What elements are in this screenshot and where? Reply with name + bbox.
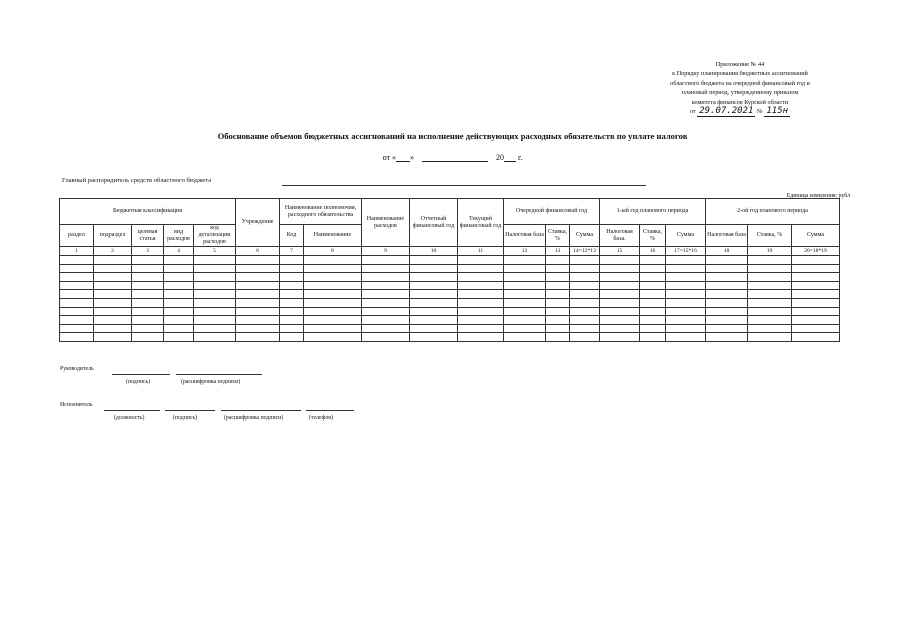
column-number: 2 bbox=[94, 247, 132, 256]
table-cell[interactable] bbox=[94, 316, 132, 325]
table-cell[interactable] bbox=[304, 273, 362, 282]
column-number: 3 bbox=[132, 247, 164, 256]
column-number: 11 bbox=[458, 247, 504, 256]
table-cell[interactable] bbox=[792, 307, 840, 316]
table-cell[interactable] bbox=[304, 281, 362, 290]
table-cell[interactable] bbox=[304, 298, 362, 307]
head-signature-caption: (подпись) bbox=[126, 379, 151, 385]
header-name: Наименование bbox=[304, 225, 362, 247]
column-number: 4 bbox=[164, 247, 194, 256]
table-cell[interactable] bbox=[570, 264, 600, 273]
executor-position-caption: (должность) bbox=[114, 415, 145, 421]
table-cell[interactable] bbox=[60, 298, 94, 307]
column-number: 16 bbox=[640, 247, 666, 256]
table-cell[interactable] bbox=[546, 307, 570, 316]
table-cell[interactable] bbox=[280, 298, 304, 307]
table-row bbox=[60, 290, 840, 299]
table-cell[interactable] bbox=[570, 256, 600, 265]
table-cell[interactable] bbox=[570, 333, 600, 342]
executor-phone-caption: (телефон) bbox=[309, 415, 334, 421]
table-cell[interactable] bbox=[546, 316, 570, 325]
table-cell[interactable] bbox=[546, 256, 570, 265]
header-next-year: Очередной финансовый год bbox=[504, 199, 600, 225]
column-number: 19 bbox=[748, 247, 792, 256]
table-cell[interactable] bbox=[164, 316, 194, 325]
header-budget-classification: Бюджетная классификация bbox=[60, 199, 236, 225]
table-cell[interactable] bbox=[570, 298, 600, 307]
table-cell[interactable] bbox=[304, 290, 362, 299]
table-cell[interactable] bbox=[60, 273, 94, 282]
date-line bbox=[0, 153, 905, 162]
table-cell[interactable] bbox=[362, 307, 410, 316]
table-cell[interactable] bbox=[60, 316, 94, 325]
table-cell[interactable] bbox=[792, 281, 840, 290]
header-subsection: подраздел bbox=[94, 225, 132, 247]
table-cell[interactable] bbox=[236, 307, 280, 316]
table-cell[interactable] bbox=[362, 281, 410, 290]
table-row bbox=[60, 273, 840, 282]
table-cell[interactable] bbox=[236, 324, 280, 333]
header-tax-base-next: Налоговая база bbox=[504, 225, 546, 247]
column-number: 12 bbox=[504, 247, 546, 256]
table-cell[interactable] bbox=[792, 273, 840, 282]
table-cell[interactable] bbox=[504, 307, 546, 316]
table-cell[interactable] bbox=[504, 256, 546, 265]
column-number: 17=15*16 bbox=[666, 247, 706, 256]
table-cell[interactable] bbox=[640, 316, 666, 325]
table-cell[interactable] bbox=[94, 298, 132, 307]
table-cell[interactable] bbox=[194, 324, 236, 333]
document-title: Обоснование объемов бюджетных ассигнований на исполнение действующих расходных обязательств по уплате налогов bbox=[217, 131, 688, 141]
table-cell[interactable] bbox=[236, 273, 280, 282]
table-cell[interactable] bbox=[164, 281, 194, 290]
column-number: 10 bbox=[410, 247, 458, 256]
table-cell[interactable] bbox=[546, 264, 570, 273]
table-cell[interactable] bbox=[666, 316, 706, 325]
head-signature-decode-field[interactable] bbox=[176, 374, 262, 375]
table-cell[interactable] bbox=[504, 298, 546, 307]
appendix-line-5: комитета финансов Курской области bbox=[691, 98, 789, 106]
table-cell[interactable] bbox=[60, 307, 94, 316]
date-from-label: от bbox=[382, 153, 390, 162]
administrator-label: Главный распорядитель средств областного бюджета bbox=[62, 177, 212, 184]
table-cell[interactable] bbox=[194, 273, 236, 282]
table-cell[interactable] bbox=[600, 290, 640, 299]
table-cell[interactable] bbox=[132, 324, 164, 333]
table-cell[interactable] bbox=[792, 290, 840, 299]
table-cell[interactable] bbox=[132, 333, 164, 342]
table-cell[interactable] bbox=[666, 273, 706, 282]
appendix-date-value: 29.07.2021 bbox=[699, 106, 754, 117]
table-cell[interactable] bbox=[94, 324, 132, 333]
table-cell[interactable] bbox=[600, 316, 640, 325]
table-cell[interactable] bbox=[570, 307, 600, 316]
appendix-number: Приложение № 44 bbox=[715, 61, 765, 68]
table-cell[interactable] bbox=[600, 256, 640, 265]
table-cell[interactable] bbox=[236, 281, 280, 290]
table-cell[interactable] bbox=[304, 333, 362, 342]
table-cell[interactable] bbox=[410, 290, 458, 299]
table-cell[interactable] bbox=[280, 281, 304, 290]
table-cell[interactable] bbox=[706, 333, 748, 342]
header-expense-name: Наименование расходов bbox=[362, 199, 410, 247]
table-cell[interactable] bbox=[504, 264, 546, 273]
table-cell[interactable] bbox=[458, 298, 504, 307]
table-cell[interactable] bbox=[164, 290, 194, 299]
header-authority-name: Наименование полномочия, расходного обязательства bbox=[280, 199, 362, 225]
appendix-number-value: 115н bbox=[766, 106, 789, 117]
table-cell[interactable] bbox=[132, 316, 164, 325]
executor-position-field[interactable] bbox=[104, 410, 160, 411]
table-cell[interactable] bbox=[666, 290, 706, 299]
table-cell[interactable] bbox=[362, 298, 410, 307]
table-cell[interactable] bbox=[94, 281, 132, 290]
table-cell[interactable] bbox=[164, 324, 194, 333]
table-cell[interactable] bbox=[458, 264, 504, 273]
executor-phone-field[interactable] bbox=[306, 410, 354, 411]
table-cell[interactable] bbox=[706, 290, 748, 299]
table-cell[interactable] bbox=[410, 324, 458, 333]
table-cell[interactable] bbox=[640, 333, 666, 342]
table-row bbox=[60, 316, 840, 325]
table-cell[interactable] bbox=[600, 333, 640, 342]
quote-open: « bbox=[392, 153, 396, 162]
quote-close: » bbox=[410, 153, 414, 162]
table-cell[interactable] bbox=[792, 324, 840, 333]
table-cell[interactable] bbox=[94, 307, 132, 316]
table-cell[interactable] bbox=[194, 290, 236, 299]
table-cell[interactable] bbox=[458, 316, 504, 325]
table-cell[interactable] bbox=[304, 264, 362, 273]
month-blank[interactable] bbox=[422, 153, 488, 162]
table-cell[interactable] bbox=[666, 256, 706, 265]
table-cell[interactable] bbox=[666, 298, 706, 307]
table-cell[interactable] bbox=[748, 290, 792, 299]
table-cell[interactable] bbox=[666, 281, 706, 290]
table-cell[interactable] bbox=[504, 316, 546, 325]
table-cell[interactable] bbox=[194, 307, 236, 316]
table-row bbox=[60, 307, 840, 316]
table-cell[interactable] bbox=[194, 264, 236, 273]
column-number: 13 bbox=[546, 247, 570, 256]
day-blank[interactable] bbox=[396, 153, 410, 162]
table-cell[interactable] bbox=[362, 264, 410, 273]
appendix-line-3: областного бюджета на очередной финансовый год и bbox=[670, 79, 810, 87]
table-cell[interactable] bbox=[280, 307, 304, 316]
column-number: 14=12*13 bbox=[570, 247, 600, 256]
table-cell[interactable] bbox=[164, 256, 194, 265]
table-cell[interactable] bbox=[132, 290, 164, 299]
head-signature-decode-caption: (расшифровка подписи) bbox=[181, 379, 241, 385]
header-target-item: целевая статья bbox=[132, 225, 164, 247]
table-cell[interactable] bbox=[748, 273, 792, 282]
table-cell[interactable] bbox=[706, 316, 748, 325]
table-cell[interactable] bbox=[600, 273, 640, 282]
table-cell[interactable] bbox=[280, 316, 304, 325]
table-cell[interactable] bbox=[748, 307, 792, 316]
table-cell[interactable] bbox=[504, 281, 546, 290]
table-cell[interactable] bbox=[194, 333, 236, 342]
table-cell[interactable] bbox=[236, 290, 280, 299]
table-cell[interactable] bbox=[60, 264, 94, 273]
table-cell[interactable] bbox=[410, 281, 458, 290]
executor-label: Исполнитель bbox=[60, 402, 93, 408]
table-cell[interactable] bbox=[458, 324, 504, 333]
table-cell[interactable] bbox=[236, 298, 280, 307]
year-prefix: 20 bbox=[496, 153, 504, 162]
table-cell[interactable] bbox=[640, 290, 666, 299]
table-cell[interactable] bbox=[410, 307, 458, 316]
table-cell[interactable] bbox=[504, 290, 546, 299]
table-cell[interactable] bbox=[640, 298, 666, 307]
table-row bbox=[60, 256, 840, 265]
table-cell[interactable] bbox=[570, 290, 600, 299]
table-cell[interactable] bbox=[706, 264, 748, 273]
table-cell[interactable] bbox=[60, 256, 94, 265]
header-expense-type: вид расходов bbox=[164, 225, 194, 247]
head-label: Руководитель bbox=[60, 366, 94, 372]
table-row bbox=[60, 281, 840, 290]
table-cell[interactable] bbox=[640, 256, 666, 265]
table-cell[interactable] bbox=[792, 264, 840, 273]
table-cell[interactable] bbox=[748, 333, 792, 342]
unit-label: Единица измерения: рубл bbox=[786, 193, 850, 199]
head-signature-field[interactable] bbox=[112, 374, 170, 375]
table-cell[interactable] bbox=[706, 256, 748, 265]
table-cell[interactable] bbox=[164, 298, 194, 307]
table-cell[interactable] bbox=[304, 256, 362, 265]
table-cell[interactable] bbox=[410, 273, 458, 282]
table-cell[interactable] bbox=[666, 333, 706, 342]
table-cell[interactable] bbox=[60, 290, 94, 299]
table-cell[interactable] bbox=[458, 307, 504, 316]
table-cell[interactable] bbox=[504, 333, 546, 342]
table-row bbox=[60, 324, 840, 333]
table-cell[interactable] bbox=[164, 273, 194, 282]
table-cell[interactable] bbox=[504, 324, 546, 333]
column-number: 8 bbox=[304, 247, 362, 256]
table-cell[interactable] bbox=[304, 324, 362, 333]
column-number: 20=18*19 bbox=[792, 247, 840, 256]
header-section: раздел bbox=[60, 225, 94, 247]
table-cell[interactable] bbox=[546, 324, 570, 333]
table-cell[interactable] bbox=[748, 281, 792, 290]
header-sum-next: Сумма bbox=[570, 225, 600, 247]
table-cell[interactable] bbox=[132, 264, 164, 273]
administrator-field[interactable] bbox=[282, 185, 646, 186]
table-cell[interactable] bbox=[458, 281, 504, 290]
table-cell[interactable] bbox=[792, 256, 840, 265]
year-blank[interactable] bbox=[504, 153, 516, 162]
column-number: 1 bbox=[60, 247, 94, 256]
table-cell[interactable] bbox=[362, 324, 410, 333]
header-report-year: Отчетный финансовый год bbox=[410, 199, 458, 247]
header-sum-plan2: Сумма bbox=[792, 225, 840, 247]
table-cell[interactable] bbox=[666, 264, 706, 273]
table-cell[interactable] bbox=[362, 333, 410, 342]
table-cell[interactable] bbox=[236, 316, 280, 325]
executor-signature-field[interactable] bbox=[165, 410, 215, 411]
table-cell[interactable] bbox=[600, 307, 640, 316]
table-cell[interactable] bbox=[164, 333, 194, 342]
table-cell[interactable] bbox=[60, 281, 94, 290]
table-cell[interactable] bbox=[236, 333, 280, 342]
header-rate-plan2: Ставка, % bbox=[748, 225, 792, 247]
table-cell[interactable] bbox=[280, 264, 304, 273]
column-number: 15 bbox=[600, 247, 640, 256]
table-cell[interactable] bbox=[362, 316, 410, 325]
table-cell[interactable] bbox=[504, 273, 546, 282]
table-cell[interactable] bbox=[600, 298, 640, 307]
appendix-line-2: к Порядку планирования бюджетных ассигнований bbox=[672, 70, 808, 78]
table-cell[interactable] bbox=[570, 273, 600, 282]
table-cell[interactable] bbox=[164, 264, 194, 273]
column-number: 5 bbox=[194, 247, 236, 256]
table-row bbox=[60, 298, 840, 307]
header-tax-base-plan2: Налоговая база bbox=[706, 225, 748, 247]
executor-signature-decode-field[interactable] bbox=[221, 410, 301, 411]
table-cell[interactable] bbox=[748, 256, 792, 265]
table-cell[interactable] bbox=[748, 264, 792, 273]
table-cell[interactable] bbox=[748, 324, 792, 333]
table-cell[interactable] bbox=[792, 298, 840, 307]
table-cell[interactable] bbox=[94, 264, 132, 273]
header-detail-code: код детализации расходов bbox=[194, 225, 236, 247]
table-cell[interactable] bbox=[194, 298, 236, 307]
column-number: 9 bbox=[362, 247, 410, 256]
table-cell[interactable] bbox=[570, 281, 600, 290]
table-cell[interactable] bbox=[362, 290, 410, 299]
table-cell[interactable] bbox=[600, 264, 640, 273]
table-cell[interactable] bbox=[60, 333, 94, 342]
table-cell[interactable] bbox=[458, 290, 504, 299]
table-cell[interactable] bbox=[570, 316, 600, 325]
header-plan-year-2: 2-ой год планового периода bbox=[706, 199, 840, 225]
header-sum-plan1: Сумма bbox=[666, 225, 706, 247]
table-cell[interactable] bbox=[458, 333, 504, 342]
table-cell[interactable] bbox=[194, 281, 236, 290]
table-cell[interactable] bbox=[164, 307, 194, 316]
table-cell[interactable] bbox=[132, 281, 164, 290]
column-number: 18 bbox=[706, 247, 748, 256]
table-body bbox=[60, 256, 840, 342]
table-cell[interactable] bbox=[458, 273, 504, 282]
table-cell[interactable] bbox=[280, 324, 304, 333]
header-plan-year-1: 1-ый год планового периода bbox=[600, 199, 706, 225]
table-cell[interactable] bbox=[546, 281, 570, 290]
table-cell[interactable] bbox=[666, 307, 706, 316]
header-code: Код bbox=[280, 225, 304, 247]
table-cell[interactable] bbox=[600, 324, 640, 333]
header-tax-base-plan1: Налоговая база. bbox=[600, 225, 640, 247]
table-cell[interactable] bbox=[748, 316, 792, 325]
table-cell[interactable] bbox=[600, 281, 640, 290]
column-number: 7 bbox=[280, 247, 304, 256]
table-cell[interactable] bbox=[60, 324, 94, 333]
table-cell[interactable] bbox=[640, 273, 666, 282]
table-cell[interactable] bbox=[280, 333, 304, 342]
table-cell[interactable] bbox=[706, 307, 748, 316]
table-cell[interactable] bbox=[546, 273, 570, 282]
header-rate-next: Ставка, % bbox=[546, 225, 570, 247]
appendix-block bbox=[635, 60, 845, 116]
appendix-from-label: от bbox=[689, 108, 696, 116]
table-cell[interactable] bbox=[94, 290, 132, 299]
table-cell[interactable] bbox=[362, 273, 410, 282]
table-cell[interactable] bbox=[792, 316, 840, 325]
appendix-line-4: плановый период, утвержденному приказом bbox=[681, 89, 799, 97]
table-cell[interactable] bbox=[706, 281, 748, 290]
table-cell[interactable] bbox=[194, 316, 236, 325]
table-cell[interactable] bbox=[132, 298, 164, 307]
table-cell[interactable] bbox=[132, 273, 164, 282]
table-cell[interactable] bbox=[280, 273, 304, 282]
table-cell[interactable] bbox=[546, 290, 570, 299]
table-cell[interactable] bbox=[94, 256, 132, 265]
table-cell[interactable] bbox=[410, 256, 458, 265]
table-cell[interactable] bbox=[280, 290, 304, 299]
table-cell[interactable] bbox=[132, 307, 164, 316]
header-current-year: Текущий финансовый год bbox=[458, 199, 504, 247]
table-cell[interactable] bbox=[410, 333, 458, 342]
appendix-number-label: № bbox=[756, 108, 763, 116]
table-cell[interactable] bbox=[132, 256, 164, 265]
table-cell[interactable] bbox=[706, 324, 748, 333]
table-cell[interactable] bbox=[410, 264, 458, 273]
table-cell[interactable] bbox=[792, 333, 840, 342]
executor-signature-decode-caption: (расшифровка подписи) bbox=[224, 415, 284, 421]
table-cell[interactable] bbox=[458, 256, 504, 265]
table-cell[interactable] bbox=[640, 264, 666, 273]
column-number: 6 bbox=[236, 247, 280, 256]
appendix-date-line bbox=[635, 107, 845, 116]
table-cell[interactable] bbox=[280, 256, 304, 265]
table-cell[interactable] bbox=[304, 307, 362, 316]
table-cell[interactable] bbox=[706, 298, 748, 307]
table-cell[interactable] bbox=[748, 298, 792, 307]
header-institution: Учреждение bbox=[236, 199, 280, 247]
table-row bbox=[60, 333, 840, 342]
table-cell[interactable] bbox=[236, 256, 280, 265]
year-suffix: г. bbox=[518, 153, 523, 162]
table-cell[interactable] bbox=[94, 333, 132, 342]
table-cell[interactable] bbox=[706, 273, 748, 282]
executor-signature-caption: (подпись) bbox=[173, 415, 198, 421]
table-cell[interactable] bbox=[546, 298, 570, 307]
table-cell[interactable] bbox=[410, 298, 458, 307]
table-cell[interactable] bbox=[546, 333, 570, 342]
table-cell[interactable] bbox=[640, 307, 666, 316]
table-cell[interactable] bbox=[362, 256, 410, 265]
table-cell[interactable] bbox=[640, 281, 666, 290]
table-cell[interactable] bbox=[640, 324, 666, 333]
table-cell[interactable] bbox=[304, 316, 362, 325]
table-cell[interactable] bbox=[570, 324, 600, 333]
table-cell[interactable] bbox=[666, 324, 706, 333]
budget-table bbox=[59, 198, 840, 342]
table-cell[interactable] bbox=[236, 264, 280, 273]
header-rate-plan1: Ставка, % bbox=[640, 225, 666, 247]
table-cell[interactable] bbox=[94, 273, 132, 282]
table-row bbox=[60, 264, 840, 273]
table-cell[interactable] bbox=[194, 256, 236, 265]
table-cell[interactable] bbox=[410, 316, 458, 325]
